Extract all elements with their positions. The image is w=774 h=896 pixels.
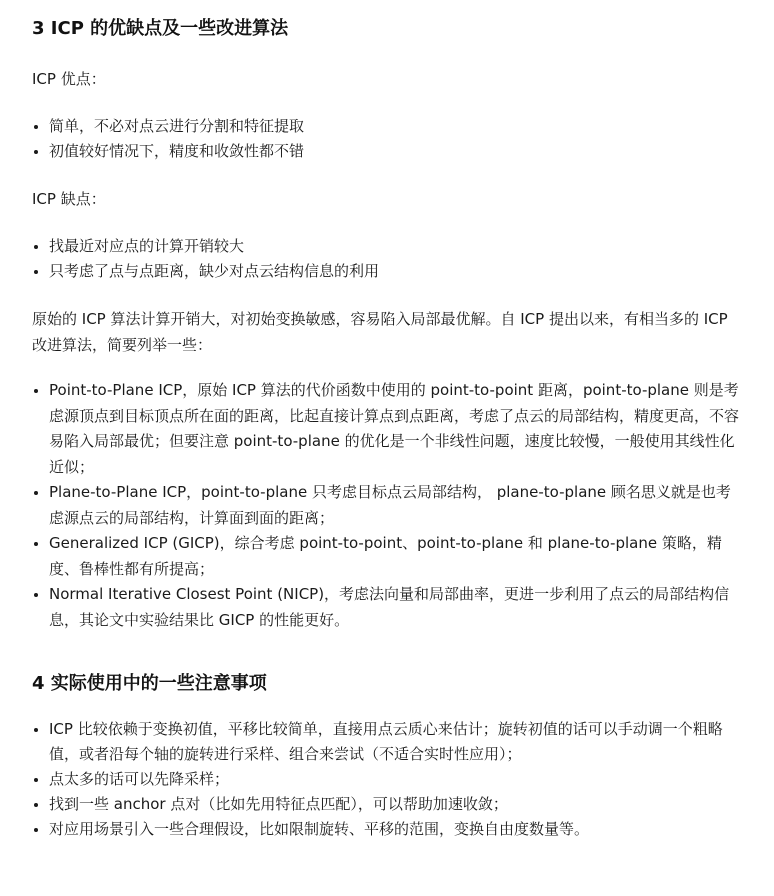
list-item: 点太多的话可以先降采样； xyxy=(32,767,742,792)
list-item: Normal Iterative Closest Point (NICP)，考虑法向量和局部曲率，更进一步利用了点云的局部结构信息，其论文中实验结果比 GICP 的性能更好。 xyxy=(32,582,742,633)
list-item: 找到一些 anchor 点对（比如先用特征点匹配），可以帮助加速收敛； xyxy=(32,792,742,817)
list-item: Plane-to-Plane ICP，point-to-plane 只考虑目标点云局部结构， plane-to-plane 顾名思义就是也考虑源点云的局部结构，计算面到面的距离； xyxy=(32,480,742,531)
section-heading-practical-notes: 4 实际使用中的一些注意事项 xyxy=(32,673,267,694)
list-item: Generalized ICP (GICP)，综合考虑 point-to-point、point-to-plane 和 plane-to-plane 策略，精度、鲁棒性都有所提高； xyxy=(32,531,742,582)
list-item: Point-to-Plane ICP，原始 ICP 算法的代价函数中使用的 point-to-point 距离，point-to-plane 则是考虑源顶点到目标顶点所在面的距离，比起直接计算点到点距离，考虑了点云的局部结构，精度更高，不容易陷入局部最优；但要注意 point-to-plane 的优化是一个非线性问题，速度比较慢，一般使用其线性化近似； xyxy=(32,378,742,480)
practical-notes-list xyxy=(32,717,742,842)
list-item: 初值较好情况下，精度和收敛性都不错 xyxy=(32,139,742,164)
list-item: ICP 比较依赖于变换初值，平移比较简单，直接用点云质心来估计；旋转初值的话可以手动调一个粗略值，或者沿每个轴的旋转进行采样、组合来尝试（不适合实时性应用）； xyxy=(32,717,742,767)
list-item: 找最近对应点的计算开销较大 xyxy=(32,234,742,259)
pros-label: ICP 优点： xyxy=(32,70,106,88)
cons-label: ICP 缺点： xyxy=(32,190,106,208)
list-item: 只考虑了点与点距离，缺少对点云结构信息的利用 xyxy=(32,259,742,284)
icp-variants-list xyxy=(32,378,742,633)
cons-list xyxy=(32,234,742,284)
pros-list xyxy=(32,114,742,164)
list-item: 简单，不必对点云进行分割和特征提取 xyxy=(32,114,742,139)
section-heading-icp-pros-cons: 3 ICP 的优缺点及一些改进算法 xyxy=(32,18,289,39)
variants-intro-paragraph: 原始的 ICP 算法计算开销大，对初始变换敏感，容易陷入局部最优解。自 ICP 提出以来，有相当多的 ICP 改进算法，简要列举一些： xyxy=(32,310,728,354)
list-item: 对应用场景引入一些合理假设，比如限制旋转、平移的范围，变换自由度数量等。 xyxy=(32,817,742,842)
